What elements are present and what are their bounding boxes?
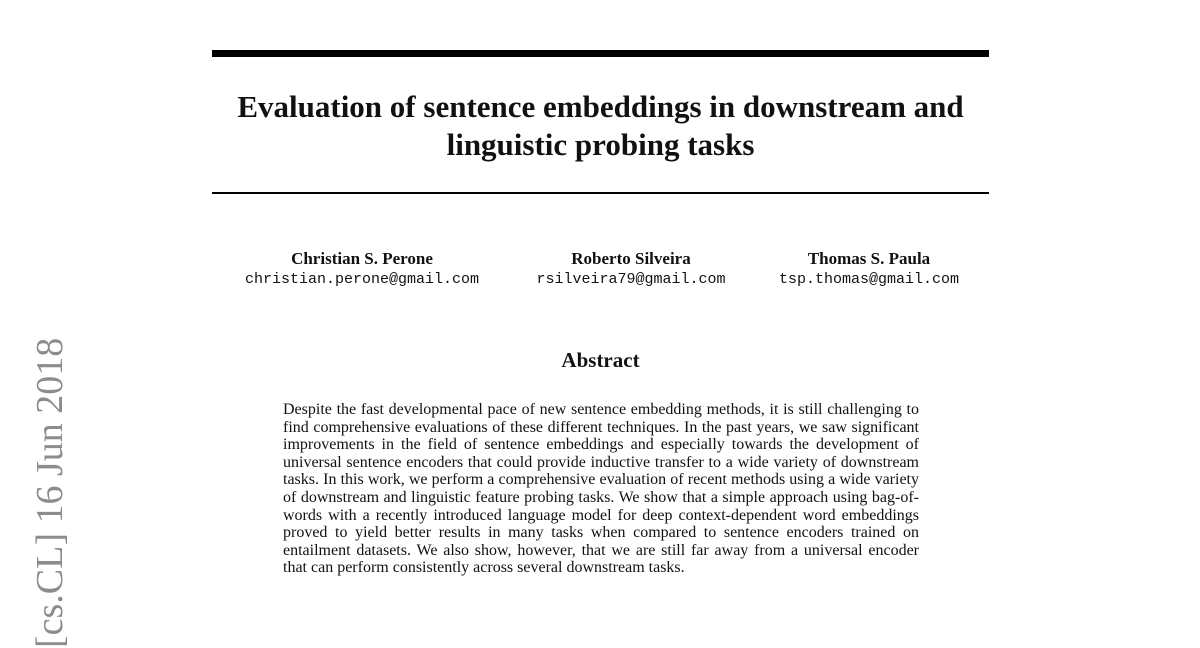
author-email[interactable]: tsp.thomas@gmail.com: [778, 271, 960, 288]
abstract-heading: Abstract: [561, 348, 640, 372]
paper-title: Evaluation of sentence embeddings in downstream and linguistic probing tasks: [237, 89, 964, 162]
author-block: [766, 248, 972, 290]
author-email[interactable]: rsilveira79@gmail.com: [536, 271, 726, 288]
abstract-text: Despite the fast developmental pace of new sentence embedding methods, it is still challenging to find comprehensive evaluations of these different techniques. In the past years, we saw significant improvements in the field of sentence embeddings and especially towards the development of universal sentence encoders that could provide inductive transfer to a wide variety of downstream tasks. In this work, we perform a comprehensive evaluation of recent methods using a wide variety of downstream and linguistic feature probing tasks. We show that a simple approach using bag-of-words with a recently introduced language model for deep context-dependent word embeddings proved to yield better results in many tasks when compared to sentence encoders trained on entailment datasets. We also show, however, that we are still far away from a universal encoder that can perform consistently across several downstream tasks.: [283, 401, 919, 577]
title-bottom-rule: [212, 192, 989, 194]
author-email[interactable]: christian.perone@gmail.com: [244, 271, 480, 288]
author-name: Roberto Silveira: [571, 249, 691, 268]
author-block: [521, 248, 741, 290]
arxiv-side-stamp: [cs.CL] 16 Jun 2018: [29, 337, 71, 648]
author-name: Christian S. Perone: [291, 249, 433, 268]
title-top-rule: [212, 50, 989, 57]
author-name: Thomas S. Paula: [807, 249, 931, 268]
author-block: [229, 248, 495, 290]
